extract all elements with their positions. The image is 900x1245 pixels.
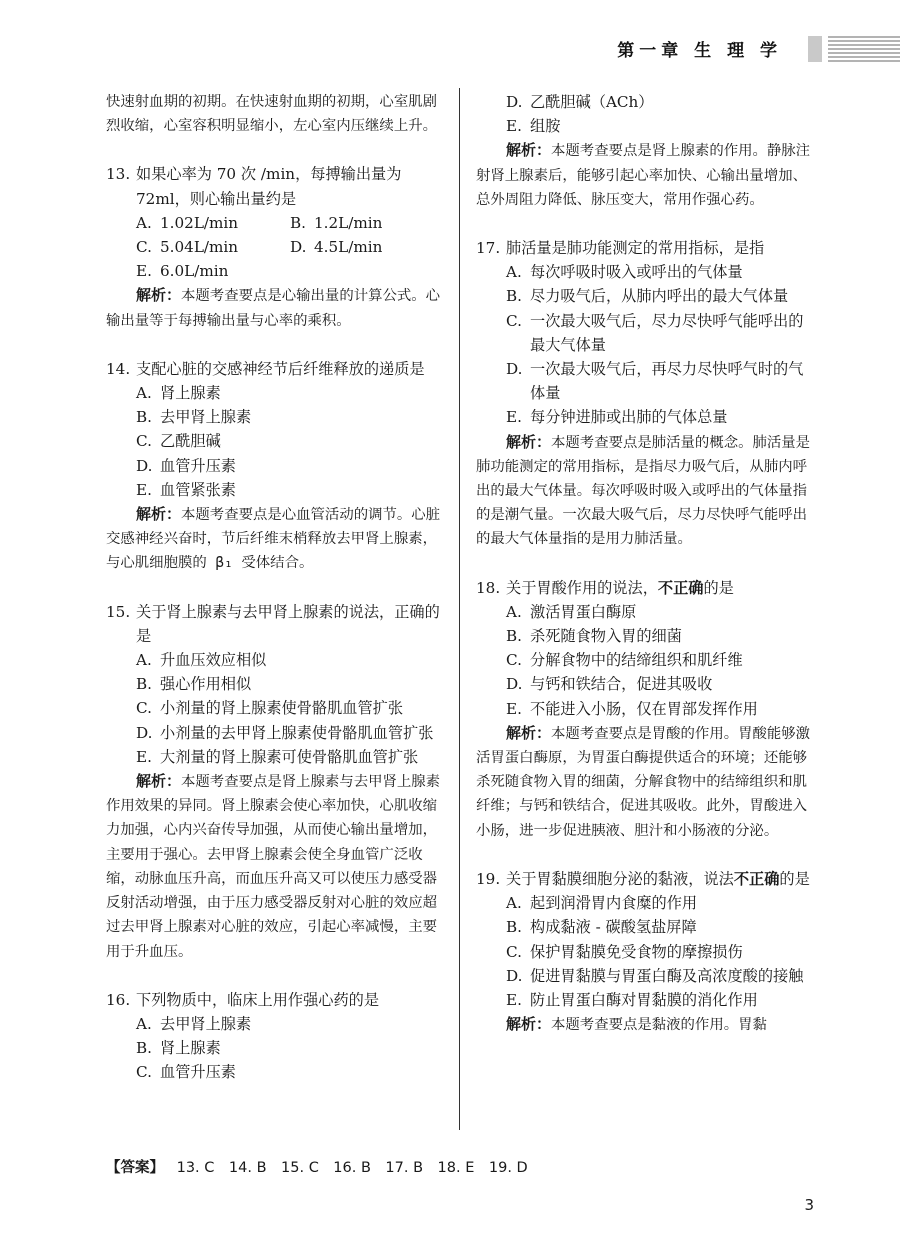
analysis: 解析：本题考查要点是黏液的作用。胃黏 (506, 1015, 767, 1034)
option-a: A. 1.02L/min (136, 213, 239, 232)
option-e: E. 6.0L/min (136, 262, 229, 281)
option-c: C. 分解食物中的结缔组织和肌纤维 (506, 651, 743, 670)
option-a: A. 升血压效应相似 (136, 651, 267, 670)
option-c: C. 5.04L/min (136, 238, 239, 257)
header-decoration-block (808, 36, 822, 62)
question-16 (106, 988, 444, 1085)
question-stem: 14. 支配心脏的交感神经节后纤维释放的递质是 (106, 359, 425, 378)
option-b: B. 去甲肾上腺素 (136, 408, 252, 427)
option-d: D. 促进胃黏膜与胃蛋白酶及高浓度酸的接触 (506, 966, 804, 985)
option-d: D. 血管升压素 (136, 456, 236, 475)
analysis: 解析：本题考查要点是心血管活动的调节。心脏交感神经兴奋时，节后纤维末梢释放去甲肾上腺素，与心肌细胞膜的 β₁ 受体结合。 (106, 505, 441, 572)
analysis: 解析：本题考查要点是胃酸的作用。胃酸能够激活胃蛋白酶原，为胃蛋白酶提供适合的环境；还能够杀死随食物入胃的细菌，分解食物中的结缔组织和肌纤维；与钙和铁结合，促进其吸收。此外，胃酸进入小肠，进一步促进胰液、胆汁和小肠液的分泌。 (476, 723, 811, 839)
question-stem: 17. 肺活量是肺功能测定的常用指标，是指 (476, 239, 765, 258)
option-b: B. 尽力吸气后，从肺内呼出的最大气体量 (506, 287, 789, 306)
analysis: 解析：本题考查要点是肺活量的概念。肺活量是肺功能测定的常用指标，是指尽力吸气后，从肺内呼出的最大气体量。每次呼吸时吸入或呼出的气体量指的是潮气量。一次最大吸气后，尽力尽快呼气能呼出的最大气体量指的是用力肺活量。 (476, 432, 811, 548)
option-c: C. 一次最大吸气后，尽力尽快呼气能呼出的最大气体量 (506, 311, 804, 354)
question-stem (106, 162, 444, 210)
question-13 (106, 162, 444, 332)
option-a: A. 肾上腺素 (136, 384, 221, 403)
page-header (0, 28, 900, 68)
option-a: A. 去甲肾上腺素 (136, 1014, 252, 1033)
option-a: A. 起到润滑胃内食糜的作用 (506, 894, 698, 913)
option-c: C. 血管升压素 (136, 1063, 236, 1082)
column-divider (459, 88, 460, 1130)
option-d: D. 乙酰胆碱（ACh） (506, 93, 654, 111)
option-c: C. 小剂量的肾上腺素使骨骼肌血管扩张 (136, 699, 403, 718)
question-stem: 15. 关于肾上腺素与去甲肾上腺素的说法，正确的是 (106, 602, 440, 645)
right-column (476, 90, 814, 1037)
question-stem: 18. 关于胃酸作用的说法，不正确的是 (476, 578, 734, 597)
answer-key-text: 13. C 14. B 15. C 16. B 17. B 18. E 19. D (176, 1160, 528, 1176)
option-d: D. 一次最大吸气后，再尽力尽快呼气时的气体量 (506, 360, 804, 403)
question-17 (476, 236, 814, 552)
question-19 (476, 867, 814, 1037)
question-stem: 19. 关于胃黏膜细胞分泌的黏液，说法不正确的是 (476, 869, 810, 888)
question-stem: 16. 下列物质中，临床上用作强心药的是 (106, 990, 379, 1009)
option-b: B. 杀死随食物入胃的细菌 (506, 627, 682, 646)
option-e: E. 血管紧张素 (136, 480, 236, 499)
option-b: B. 构成黏液 - 碳酸氢盐屏障 (506, 918, 697, 937)
continuation-text: 快速射血期的初期。在快速射血期的初期，心室肌剧烈收缩，心室容积明显缩小，左心室内压继续上升。 (106, 94, 437, 135)
option-e: E. 大剂量的肾上腺素可使骨骼肌血管扩张 (136, 747, 419, 766)
question-15 (106, 600, 444, 964)
option-a: A. 激活胃蛋白酶原 (506, 602, 637, 621)
question-18 (476, 576, 814, 843)
option-e: E. 每分钟进肺或出肺的气体总量 (506, 408, 728, 427)
option-b: B. 1.2L/min (290, 213, 383, 232)
analysis: 解析：本题考查要点是肾上腺素的作用。静脉注射肾上腺素后，能够引起心率加快、心输出量增加、总外周阻力降低、脉压变大，常用作强心药。 (476, 141, 811, 208)
question-text: 如果心率为 70 次 /min，每搏输出量为 72ml，则心输出量约是 (136, 165, 402, 208)
analysis: 解析：本题考查要点是心输出量的计算公式。心输出量等于每搏输出量与心率的乘积。 (106, 286, 441, 329)
option-a: A. 每次呼吸时吸入或呼出的气体量 (506, 263, 743, 282)
question-16-continued (476, 90, 814, 212)
option-d: D. 4.5L/min (290, 238, 383, 257)
option-b: B. 强心作用相似 (136, 675, 252, 694)
question-14 (106, 357, 444, 576)
left-column (106, 90, 444, 1085)
option-e: E. 不能进入小肠，仅在胃部发挥作用 (506, 699, 758, 718)
answer-key (106, 1156, 528, 1177)
option-b: B. 肾上腺素 (136, 1039, 221, 1058)
question-number: 13. (106, 165, 131, 184)
negation-emphasis: 不正确 (657, 578, 704, 597)
chapter-title: 第一章 生 理 学 (617, 41, 782, 61)
page-number: 3 (804, 1196, 814, 1214)
option-e: E. 防止胃蛋白酶对胃黏膜的消化作用 (506, 990, 758, 1009)
header-decoration-stripes (828, 36, 900, 62)
option-c: C. 保护胃黏膜免受食物的摩擦损伤 (506, 942, 743, 961)
option-e: E. 组胺 (506, 117, 561, 136)
analysis: 解析：本题考查要点是肾上腺素与去甲肾上腺素作用效果的异同。肾上腺素会使心率加快，心肌收缩力加强，心内兴奋传导加强，从而使心输出量增加，主要用于强心。去甲肾上腺素会使全身血管广泛收缩，动脉血压升高，而血压升高又可以使压力感受器反射活动增强，由于压力感受器反射对心脏的效应超过去甲肾上腺素对心脏的效应，引起心率减慢，主要用于升血压。 (106, 772, 441, 960)
negation-emphasis: 不正确 (733, 869, 780, 888)
option-d: D. 与钙和铁结合，促进其吸收 (506, 675, 713, 694)
option-d: D. 小剂量的去甲肾上腺素使骨骼肌血管扩张 (136, 723, 434, 742)
option-c: C. 乙酰胆碱 (136, 432, 221, 451)
answer-key-label: 【答案】 (106, 1160, 164, 1176)
